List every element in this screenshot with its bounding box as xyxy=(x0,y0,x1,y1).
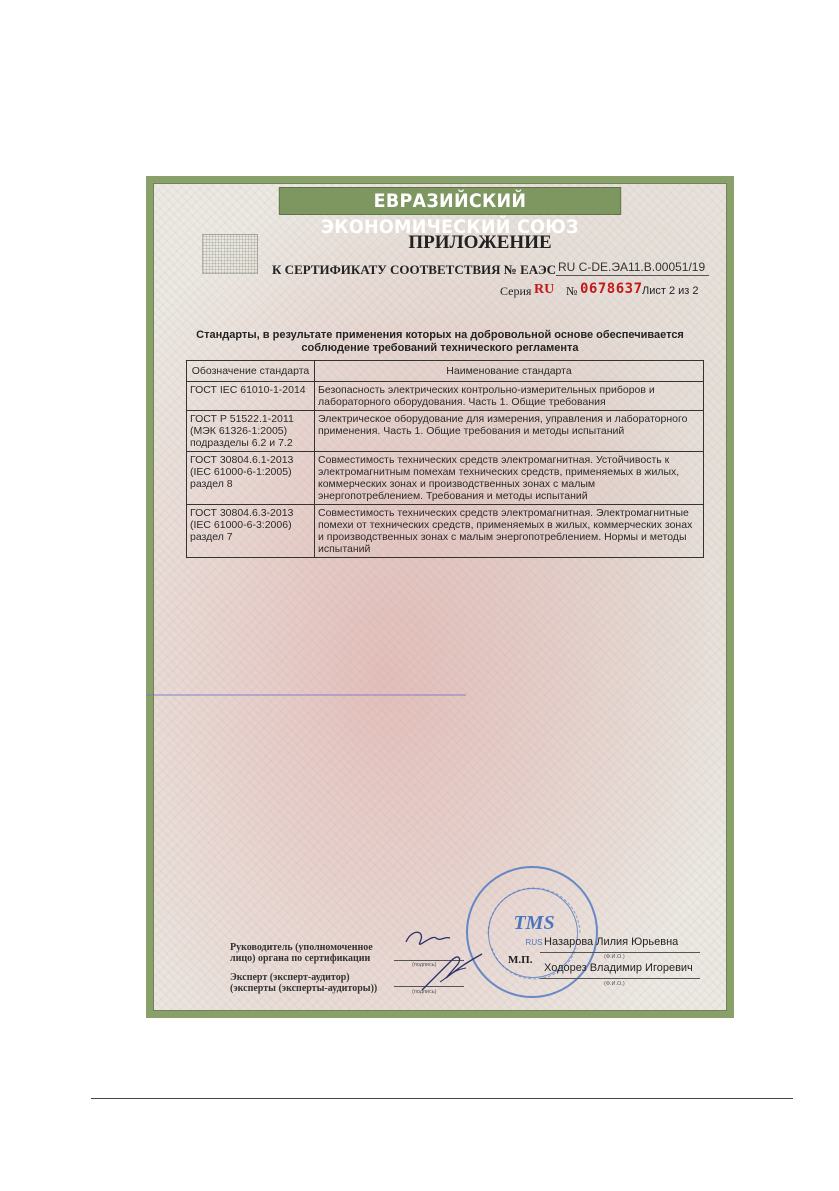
page-title: ПРИЛОЖЕНИЕ xyxy=(408,232,552,253)
series-value: RU xyxy=(534,282,555,297)
standard-name: Совместимость технических средств электромагнитная. Устойчивость к электромагнитным помехам технических средств, применяемых в жилых, коммерческих зонах и производственных зонах с малым энергопотреблением. Требования и методы испытаний xyxy=(315,452,704,505)
expert-name-line xyxy=(540,966,700,979)
expert-name-caption: (Ф.И.О.) xyxy=(604,981,625,987)
handwritten-signature-icon xyxy=(392,924,502,994)
table-row xyxy=(187,382,704,411)
certificate-frame xyxy=(146,176,734,1018)
certificate-sheet xyxy=(153,183,727,1011)
table-row xyxy=(187,411,704,452)
standard-code: ГОСТ IEC 61010-1-2014 xyxy=(187,382,315,411)
standard-code: ГОСТ 30804.6.1-2013 (IEC 61000-6-1:2005) раздел 8 xyxy=(187,452,315,505)
standards-table xyxy=(186,360,704,558)
union-banner: ЕВРАЗИЙСКИЙ ЭКОНОМИЧЕСКИЙ СОЮЗ xyxy=(279,187,621,215)
series-label: Серия xyxy=(500,284,532,298)
expert-signatory-label: Эксперт (эксперт-аудитор) (эксперты (эксперты-аудиторы)) xyxy=(230,972,378,994)
certificate-number: RU C-DE.ЭА11.В.00051/19 xyxy=(556,260,709,276)
certificate-subtitle: К СЕРТИФИКАТУ СООТВЕТСТВИЯ № ЕАЭС xyxy=(272,262,557,277)
standard-code: ГОСТ 30804.6.3-2013 (IEC 61000-6-3:2006) раздел 7 xyxy=(187,505,315,558)
head-signatory-label: Руководитель (уполномоченное лицо) органа по сертификации xyxy=(230,942,373,964)
standard-code: ГОСТ Р 51522.1-2011 (МЭК 61326-1:2005) подразделы 6.2 и 7.2 xyxy=(187,411,315,452)
head-name-caption: (Ф.И.О.) xyxy=(604,954,625,960)
stamp-country: RUS xyxy=(525,938,543,947)
column-header-code: Обозначение стандарта xyxy=(187,361,315,382)
head-name-line xyxy=(540,940,700,953)
seal-placeholder-label: М.П. xyxy=(508,954,533,966)
table-header-row xyxy=(187,361,704,382)
standard-name: Совместимость технических средств электромагнитная. Электромагнитные помехи от технических средств, применяемых в жилых, коммерческих зонах и производственных зонах с малым энергопотреблением. Нормы и методы испытаний xyxy=(315,505,704,558)
expert-signatory-name: Ходорез Владимир Игоревич xyxy=(544,962,693,974)
footer-divider xyxy=(91,1098,793,1099)
form-number: 0678637 xyxy=(580,281,643,297)
expert-signature-caption: (подпись) xyxy=(412,989,437,995)
column-header-name: Наименование стандарта xyxy=(315,361,704,382)
sheet-counter: Лист 2 из 2 xyxy=(642,285,699,297)
scan-artifact-line xyxy=(146,694,466,696)
standard-name: Электрическое оборудование для измерения, управления и лабораторного применения. Часть 1. Общие требования и методы испытаний xyxy=(315,411,704,452)
head-signatory-name: Назарова Лилия Юрьевна xyxy=(544,936,679,948)
table-row xyxy=(187,505,704,558)
standard-name: Безопасность электрических контрольно-измерительных приборов и лабораторного оборудования. Часть 1. Общие требования xyxy=(315,382,704,411)
table-row xyxy=(187,452,704,505)
standards-intro: Стандарты, в результате применения которых на добровольной основе обеспечивается соблюдение требований технического регламента xyxy=(196,329,684,354)
stamp-logo: TMS xyxy=(513,912,555,934)
head-signature-caption: (подпись) xyxy=(412,962,437,968)
number-label: № xyxy=(566,284,578,298)
